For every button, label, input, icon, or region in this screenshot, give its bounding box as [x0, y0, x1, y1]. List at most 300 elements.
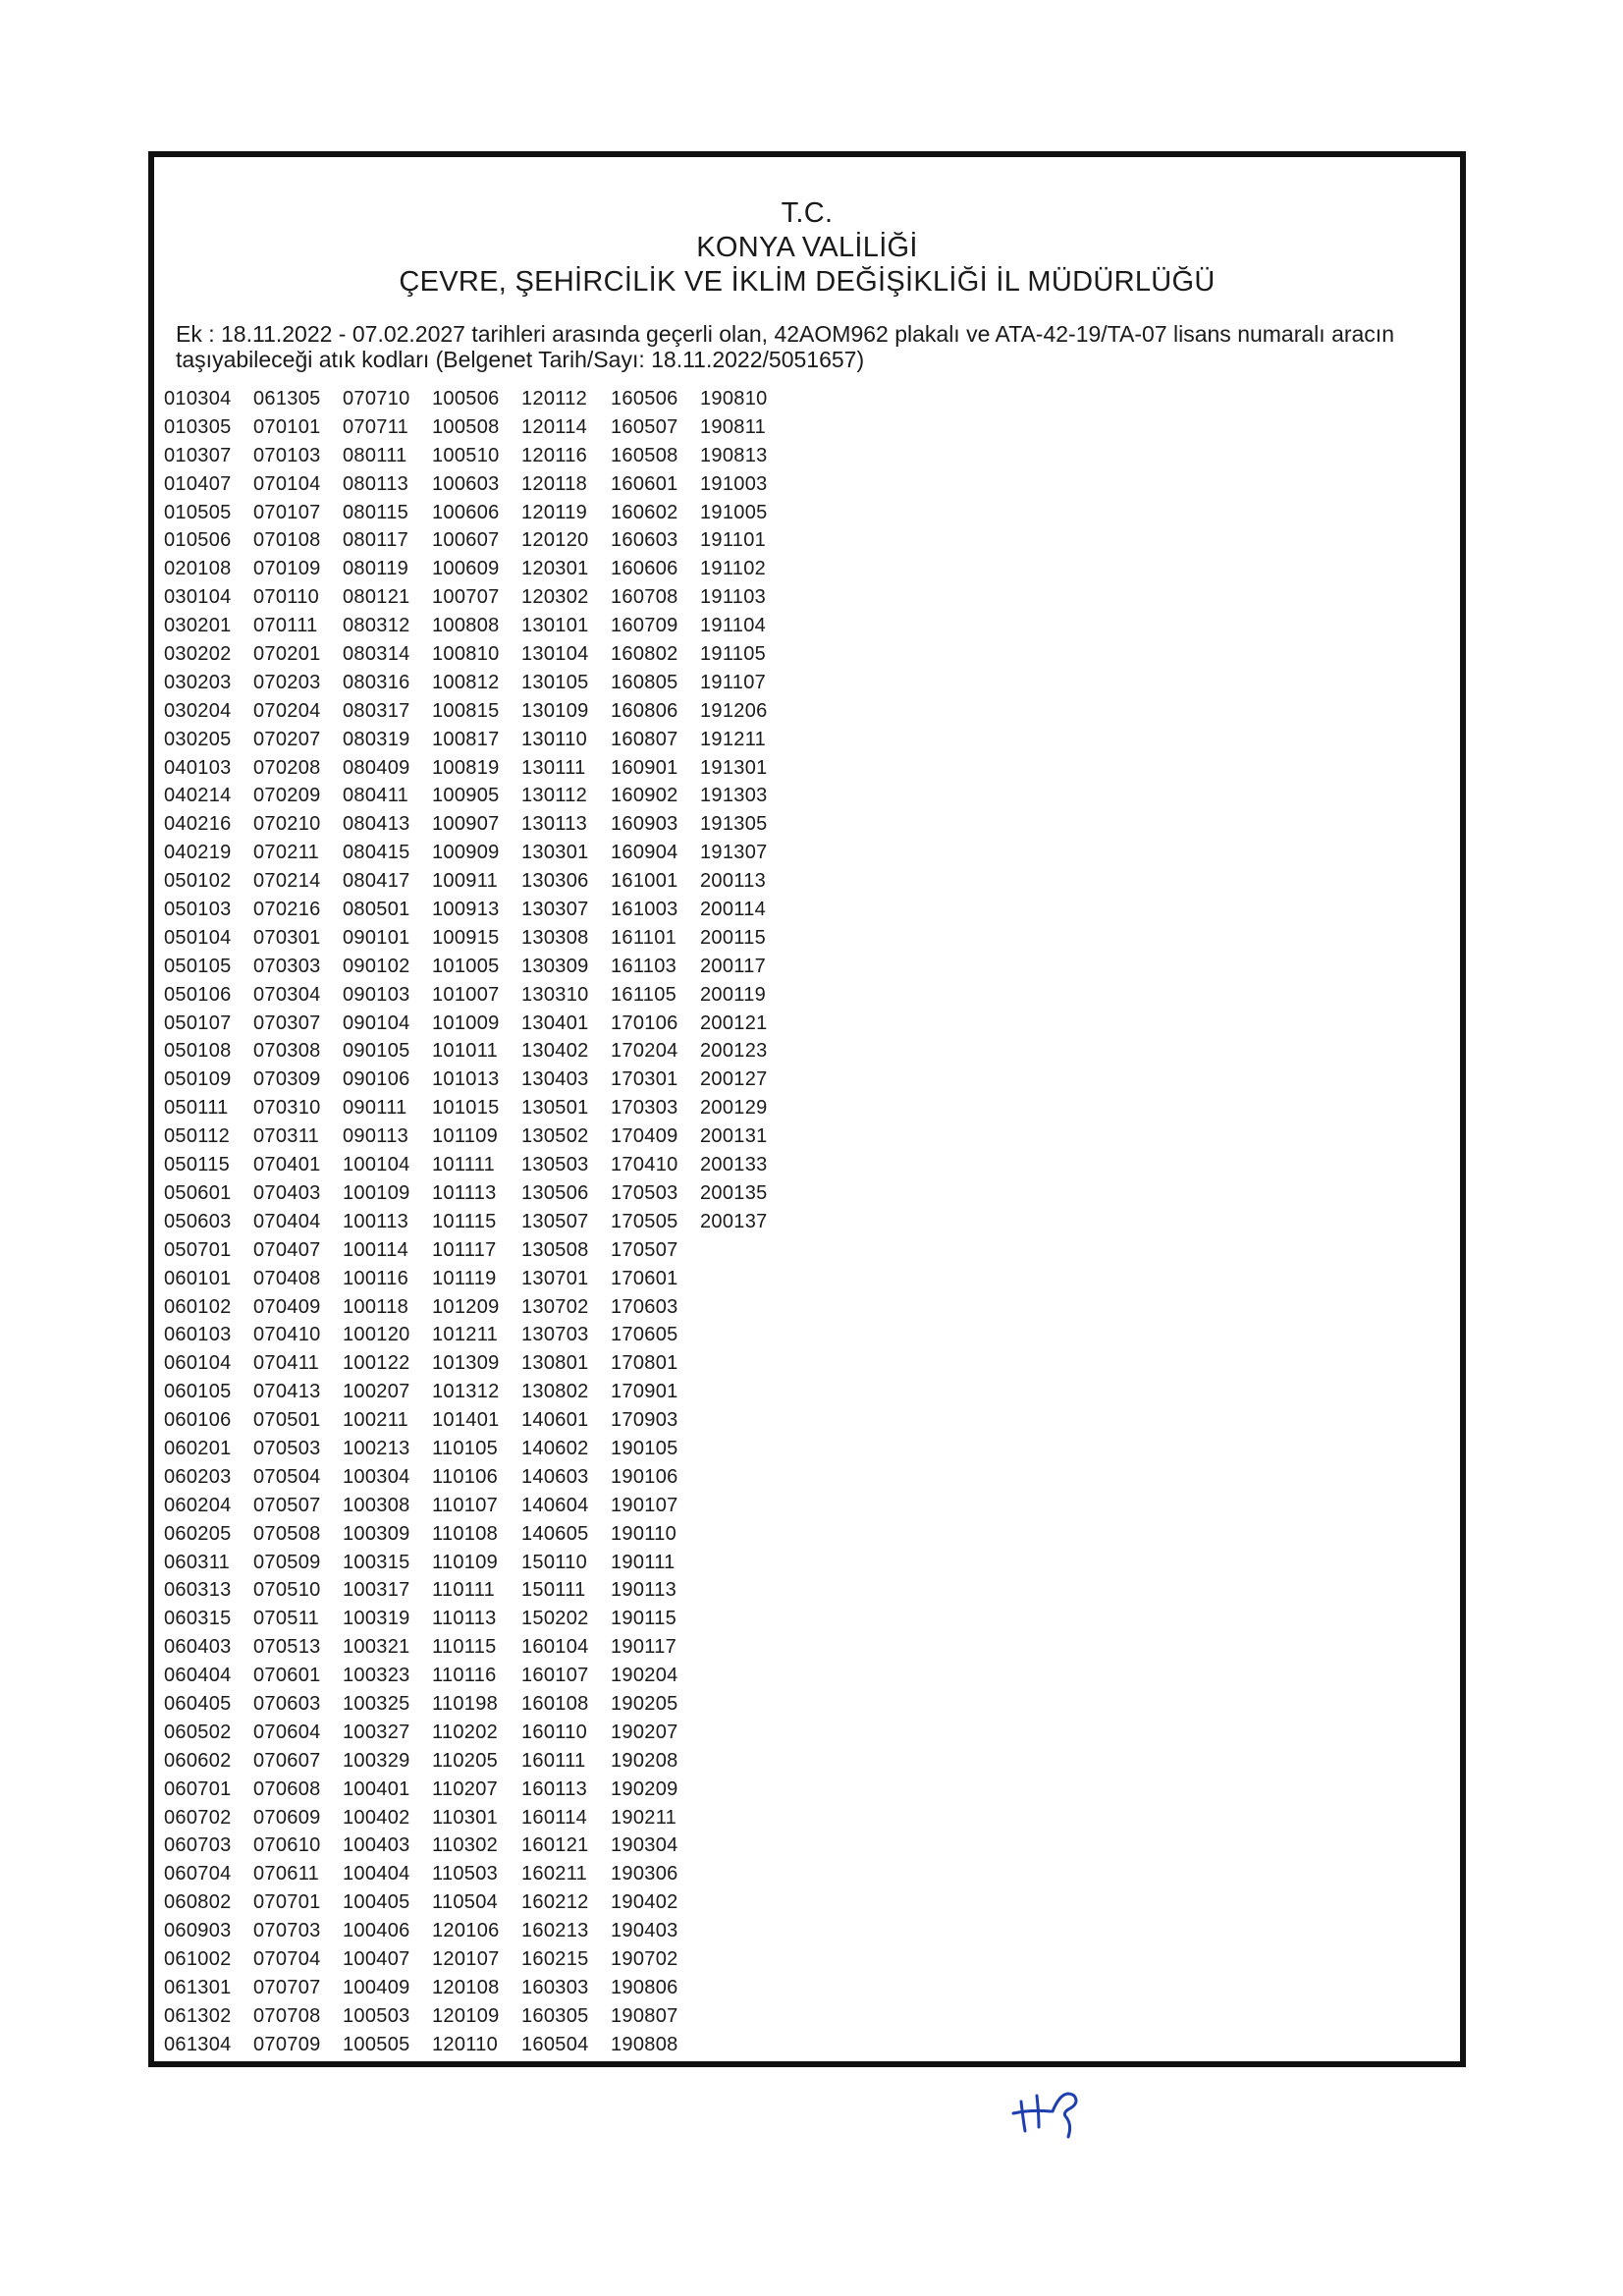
waste-code: 090105: [343, 1040, 410, 1063]
waste-code: 100603: [432, 472, 500, 495]
waste-code: 080317: [343, 699, 410, 722]
waste-code: 030202: [164, 643, 232, 666]
waste-code: 190110: [611, 1522, 677, 1545]
waste-code: 190810: [700, 388, 768, 410]
waste-code: 130308: [521, 926, 589, 949]
waste-code: 070411: [253, 1352, 320, 1375]
waste-code: 100808: [432, 615, 500, 637]
waste-code: 190811: [700, 415, 767, 438]
waste-code: 100104: [343, 1154, 410, 1176]
waste-code: 100810: [432, 643, 500, 666]
waste-code: 190402: [611, 1891, 678, 1914]
waste-code: 170301: [611, 1068, 678, 1091]
waste-code: 070404: [253, 1210, 321, 1232]
waste-code: 060405: [164, 1692, 232, 1715]
waste-code: 061301: [164, 1976, 232, 1998]
waste-code: 101013: [432, 1068, 500, 1091]
waste-code: 110109: [432, 1551, 499, 1573]
waste-code: 160606: [611, 558, 678, 580]
waste-code: 140603: [521, 1465, 589, 1488]
waste-code: 140601: [521, 1409, 589, 1432]
waste-code: 160904: [611, 842, 678, 864]
waste-code: 100319: [343, 1608, 410, 1630]
waste-code: 090102: [343, 955, 410, 977]
waste-code: 170503: [611, 1181, 678, 1204]
waste-code: 040216: [164, 813, 232, 836]
waste-code: 170801: [611, 1352, 678, 1375]
waste-code: 160807: [611, 728, 678, 750]
waste-code: 060104: [164, 1352, 232, 1375]
header-tc: T.C.: [781, 197, 834, 229]
waste-code: 170505: [611, 1210, 678, 1232]
waste-code: 100405: [343, 1891, 410, 1914]
waste-code: 060315: [164, 1608, 232, 1630]
waste-code: 110116: [432, 1665, 497, 1687]
waste-code: 170410: [611, 1154, 678, 1176]
waste-code: 130310: [521, 983, 589, 1006]
waste-code: 070704: [253, 1947, 321, 1970]
waste-code: 100506: [432, 388, 500, 410]
waste-code: 070110: [253, 586, 320, 609]
waste-code: 050103: [164, 899, 232, 921]
waste-code: 070604: [253, 1721, 321, 1743]
waste-code: 130401: [521, 1011, 589, 1034]
waste-code: 100907: [432, 813, 500, 836]
waste-code: 100817: [432, 728, 500, 750]
waste-code: 070407: [253, 1238, 321, 1261]
waste-code: 161105: [611, 983, 677, 1006]
waste-code: 061302: [164, 2004, 232, 2027]
waste-code: 070204: [253, 699, 321, 722]
code-column: [343, 385, 432, 2059]
waste-code: 060703: [164, 1834, 232, 1857]
waste-code: 070111: [253, 615, 318, 637]
waste-code: 200119: [700, 983, 767, 1006]
waste-code: 161101: [611, 926, 677, 949]
waste-code: 070201: [253, 643, 321, 666]
waste-code: 070208: [253, 756, 321, 779]
waste-code: 190807: [611, 2004, 678, 2027]
waste-code: 100607: [432, 529, 500, 552]
waste-code: 100812: [432, 671, 500, 693]
waste-code: 191305: [700, 813, 768, 836]
waste-code: 050105: [164, 955, 232, 977]
waste-code: 191103: [700, 586, 767, 609]
header-mudurluk: ÇEVRE, ŞEHİRCİLİK VE İKLİM DEĞİŞİKLİĞİ İL MÜDÜRLÜĞÜ: [399, 266, 1216, 298]
waste-code: 100403: [343, 1834, 410, 1857]
waste-code: 101209: [432, 1295, 500, 1318]
waste-code: 170106: [611, 1011, 678, 1034]
waste-code: 100409: [343, 1976, 410, 1998]
waste-code: 070210: [253, 813, 321, 836]
waste-code: 110105: [432, 1437, 499, 1459]
waste-code: 050701: [164, 1238, 232, 1261]
document-header: [154, 196, 1460, 300]
waste-code: 070513: [253, 1636, 321, 1659]
waste-code: 101113: [432, 1181, 497, 1204]
waste-code: 130104: [521, 643, 589, 666]
waste-code: 070216: [253, 899, 321, 921]
waste-code: 050115: [164, 1154, 231, 1176]
waste-code: 080409: [343, 756, 410, 779]
code-column: [700, 385, 789, 2059]
waste-code: 061305: [253, 388, 321, 410]
waste-code: 070109: [253, 558, 321, 580]
waste-code: 110302: [432, 1834, 499, 1857]
waste-code: 130110: [521, 728, 588, 750]
waste-code: 100109: [343, 1181, 410, 1204]
waste-code: 070701: [253, 1891, 321, 1914]
waste-code: 130402: [521, 1040, 589, 1063]
waste-code: 190207: [611, 1721, 678, 1743]
waste-code: 070707: [253, 1976, 321, 1998]
waste-code: 100329: [343, 1749, 410, 1772]
waste-code: 030201: [164, 615, 232, 637]
waste-code: 170204: [611, 1040, 678, 1063]
waste-code: 170605: [611, 1324, 678, 1346]
waste-code: 090111: [343, 1097, 407, 1120]
waste-code: 050111: [164, 1097, 229, 1120]
waste-code: 190107: [611, 1494, 678, 1516]
waste-code: 200123: [700, 1040, 768, 1063]
waste-code: 110503: [432, 1863, 499, 1886]
waste-code: 101119: [432, 1267, 497, 1289]
waste-code: 030205: [164, 728, 232, 750]
waste-code: 120114: [521, 415, 588, 438]
waste-code: 080314: [343, 643, 410, 666]
waste-code: 100911: [432, 870, 499, 893]
waste-code: 100120: [343, 1324, 410, 1346]
waste-code: 200133: [700, 1154, 768, 1176]
waste-code: 130506: [521, 1181, 589, 1204]
waste-code: 060404: [164, 1665, 232, 1687]
waste-code: 130112: [521, 785, 588, 807]
waste-code: 070108: [253, 529, 321, 552]
waste-code: 100207: [343, 1381, 410, 1403]
waste-code: 070710: [343, 388, 410, 410]
waste-code: 070504: [253, 1465, 321, 1488]
waste-code: 061002: [164, 1947, 232, 1970]
waste-code: 160104: [521, 1636, 589, 1659]
handwritten-signature: [1011, 2082, 1095, 2141]
waste-code: 070610: [253, 1834, 321, 1857]
waste-code: 070103: [253, 444, 321, 466]
waste-code: 070309: [253, 1068, 321, 1091]
waste-code: 120118: [521, 472, 588, 495]
waste-code: 070507: [253, 1494, 321, 1516]
waste-code: 060204: [164, 1494, 232, 1516]
waste-code: 080415: [343, 842, 410, 864]
waste-code: 190111: [611, 1551, 676, 1573]
waste-code: 070703: [253, 1920, 321, 1942]
waste-code: 080417: [343, 870, 410, 893]
waste-code: 160108: [521, 1692, 589, 1715]
waste-code: 130501: [521, 1097, 589, 1120]
waste-code: 070709: [253, 2033, 321, 2055]
waste-code: 060702: [164, 1806, 232, 1829]
waste-code: 120119: [521, 501, 588, 523]
waste-code: 200135: [700, 1181, 768, 1204]
waste-code: 070101: [253, 415, 321, 438]
waste-code: 200127: [700, 1068, 768, 1091]
waste-code: 010304: [164, 388, 232, 410]
waste-code: 160305: [521, 2004, 589, 2027]
waste-code: 101007: [432, 983, 500, 1006]
waste-code: 070408: [253, 1267, 321, 1289]
waste-code: 100325: [343, 1692, 410, 1715]
waste-code: 040219: [164, 842, 232, 864]
waste-code: 050603: [164, 1210, 232, 1232]
waste-code: 190204: [611, 1665, 678, 1687]
waste-code: 130111: [521, 756, 586, 779]
waste-code: 060101: [164, 1267, 232, 1289]
waste-code: 110111: [432, 1579, 496, 1602]
waste-code: 070409: [253, 1295, 321, 1318]
waste-code: 070308: [253, 1040, 321, 1063]
waste-code: 110205: [432, 1749, 499, 1772]
waste-code: 060403: [164, 1636, 232, 1659]
waste-code: 130101: [521, 615, 589, 637]
waste-code: 010307: [164, 444, 232, 466]
waste-code: 030104: [164, 586, 232, 609]
waste-code: 190306: [611, 1863, 678, 1886]
waste-code: 130403: [521, 1068, 589, 1091]
waste-code: 050112: [164, 1125, 231, 1148]
waste-code: 070603: [253, 1692, 321, 1715]
waste-code: 070209: [253, 785, 321, 807]
waste-code: 160805: [611, 671, 678, 693]
waste-code: 100407: [343, 1947, 410, 1970]
waste-code: 110108: [432, 1522, 499, 1545]
waste-code: 080111: [343, 444, 407, 466]
waste-code: 200121: [700, 1011, 768, 1034]
waste-code: 160603: [611, 529, 678, 552]
waste-code: 160903: [611, 813, 678, 836]
waste-code: 190403: [611, 1920, 678, 1942]
waste-code: 130701: [521, 1267, 589, 1289]
waste-code: 050107: [164, 1011, 232, 1034]
waste-code: 070310: [253, 1097, 321, 1120]
waste-code: 130309: [521, 955, 589, 977]
waste-code: 100304: [343, 1465, 410, 1488]
waste-code: 060205: [164, 1522, 232, 1545]
waste-code: 100321: [343, 1636, 410, 1659]
waste-code: 030204: [164, 699, 232, 722]
waste-code: 100406: [343, 1920, 410, 1942]
waste-code: 101401: [432, 1409, 500, 1432]
waste-code: 190113: [611, 1579, 677, 1602]
waste-code: 170903: [611, 1409, 678, 1432]
waste-code: 110106: [432, 1465, 499, 1488]
document-frame: [148, 151, 1466, 2067]
waste-code: 060203: [164, 1465, 232, 1488]
waste-code: 190205: [611, 1692, 678, 1715]
waste-code: 090103: [343, 983, 410, 1006]
waste-code: 130307: [521, 899, 589, 921]
waste-code: 160901: [611, 756, 678, 779]
waste-code: 070211: [253, 842, 320, 864]
waste-code: 191303: [700, 785, 768, 807]
waste-code: 100401: [343, 1777, 410, 1800]
waste-code: 100819: [432, 756, 500, 779]
waste-code: 060502: [164, 1721, 232, 1743]
waste-code: 120301: [521, 558, 589, 580]
waste-code: 070509: [253, 1551, 321, 1573]
waste-code: 080115: [343, 501, 409, 523]
waste-code: 130502: [521, 1125, 589, 1148]
waste-code: 170901: [611, 1381, 678, 1403]
waste-code: 100315: [343, 1551, 410, 1573]
waste-code: 120107: [432, 1947, 500, 1970]
waste-code: 101009: [432, 1011, 500, 1034]
waste-code: 070501: [253, 1409, 321, 1432]
waste-code: 050108: [164, 1040, 232, 1063]
waste-code: 070609: [253, 1806, 321, 1829]
waste-code: 130802: [521, 1381, 589, 1403]
waste-code: 010506: [164, 529, 232, 552]
waste-code: 080319: [343, 728, 410, 750]
waste-code: 090101: [343, 926, 410, 949]
waste-code: 160111: [521, 1749, 586, 1772]
waste-code: 070601: [253, 1665, 321, 1687]
waste-code: 090104: [343, 1011, 410, 1034]
waste-code: 160902: [611, 785, 678, 807]
waste-code: 070207: [253, 728, 321, 750]
waste-code: 161003: [611, 899, 678, 921]
waste-code: 190702: [611, 1947, 678, 1970]
waste-code: 160215: [521, 1947, 589, 1970]
waste-code: 130109: [521, 699, 589, 722]
waste-code: 120110: [432, 2033, 499, 2055]
waste-code: 130507: [521, 1210, 589, 1232]
waste-code: 070410: [253, 1324, 321, 1346]
waste-code: 070711: [343, 415, 409, 438]
waste-code: 080312: [343, 615, 410, 637]
waste-code: 080113: [343, 472, 409, 495]
waste-code: 120116: [521, 444, 588, 466]
waste-code: 200137: [700, 1210, 768, 1232]
waste-code: 100606: [432, 501, 500, 523]
waste-code: 070107: [253, 501, 321, 523]
waste-code: 070401: [253, 1154, 321, 1176]
waste-code: 120302: [521, 586, 589, 609]
waste-code: 100323: [343, 1665, 410, 1687]
waste-code: 101015: [432, 1097, 500, 1120]
waste-code: 161103: [611, 955, 677, 977]
waste-code: 070303: [253, 955, 321, 977]
waste-code: 050106: [164, 983, 232, 1006]
waste-code: 190106: [611, 1465, 678, 1488]
waste-code: 160212: [521, 1891, 589, 1914]
waste-code: 130301: [521, 842, 589, 864]
waste-code: 130508: [521, 1238, 589, 1261]
waste-code: 020108: [164, 558, 232, 580]
annex-description: Ek : 18.11.2022 - 07.02.2027 tarihleri arasında geçerli olan, 42AOM962 plakalı ve ATA-42-19/TA-07 lisans numaralı aracın taşıyabileceği atık kodları (Belgenet Tarih/Sayı: 18.11.2022/5051657): [176, 321, 1394, 372]
waste-code: 100116: [343, 1267, 409, 1289]
waste-code: 080501: [343, 899, 410, 921]
waste-code: 070608: [253, 1777, 321, 1800]
waste-code: 070301: [253, 926, 321, 949]
waste-code: 100402: [343, 1806, 410, 1829]
waste-code: 060313: [164, 1579, 232, 1602]
waste-code: 030203: [164, 671, 232, 693]
waste-code: 060802: [164, 1891, 232, 1914]
waste-code: 060103: [164, 1324, 232, 1346]
waste-code: 100211: [343, 1409, 409, 1432]
waste-code: 040214: [164, 785, 232, 807]
waste-code: 160506: [611, 388, 678, 410]
waste-code: 110107: [432, 1494, 499, 1516]
code-column: [432, 385, 521, 2059]
waste-code: 070214: [253, 870, 321, 893]
waste-code: 190211: [611, 1806, 677, 1829]
waste-code: 160211: [521, 1863, 588, 1886]
waste-code: 160114: [521, 1806, 588, 1829]
waste-code: 070607: [253, 1749, 321, 1772]
waste-code: 070413: [253, 1381, 321, 1403]
waste-code: 160110: [521, 1721, 588, 1743]
waste-code: 140602: [521, 1437, 589, 1459]
code-column: [611, 385, 700, 2059]
waste-code: 060311: [164, 1551, 231, 1573]
waste-code: 010407: [164, 472, 232, 495]
waste-code: 080411: [343, 785, 409, 807]
waste-code: 190105: [611, 1437, 678, 1459]
waste-code: 100503: [343, 2004, 410, 2027]
waste-code: 101309: [432, 1352, 500, 1375]
waste-code: 130801: [521, 1352, 589, 1375]
waste-code: 160213: [521, 1920, 589, 1942]
waste-code: 130113: [521, 813, 588, 836]
waste-code: 160708: [611, 586, 678, 609]
waste-code: 110207: [432, 1777, 499, 1800]
waste-code: 060903: [164, 1920, 232, 1942]
waste-code: 050601: [164, 1181, 232, 1204]
waste-code: 060602: [164, 1749, 232, 1772]
waste-code: 170601: [611, 1267, 678, 1289]
waste-code: 080121: [343, 586, 410, 609]
code-column: [164, 385, 253, 2059]
waste-code: 060701: [164, 1777, 232, 1800]
waste-code: 191211: [700, 728, 767, 750]
waste-code: 101005: [432, 955, 500, 977]
waste-code: 160507: [611, 415, 678, 438]
waste-code: 160806: [611, 699, 678, 722]
waste-code: 191102: [700, 558, 767, 580]
waste-code: 110301: [432, 1806, 499, 1829]
waste-code: 190117: [611, 1636, 677, 1659]
header-valilik: KONYA VALİLİĞİ: [696, 232, 918, 263]
waste-code: 160709: [611, 615, 678, 637]
waste-code: 101115: [432, 1210, 497, 1232]
waste-code: 120120: [521, 529, 589, 552]
waste-code: 140605: [521, 1522, 589, 1545]
waste-code: 160303: [521, 1976, 589, 1998]
waste-code: 050102: [164, 870, 232, 893]
waste-code: 100915: [432, 926, 500, 949]
waste-code-table: [164, 385, 789, 2059]
waste-code: 191301: [700, 756, 768, 779]
waste-code: 200114: [700, 899, 767, 921]
waste-code: 190115: [611, 1608, 677, 1630]
waste-code: 191107: [700, 671, 767, 693]
waste-code: 101011: [432, 1040, 499, 1063]
waste-code: 050109: [164, 1068, 232, 1091]
waste-code: 160121: [521, 1834, 589, 1857]
waste-code: 191105: [700, 643, 767, 666]
waste-code: 200117: [700, 955, 767, 977]
waste-code: 190806: [611, 1976, 678, 1998]
